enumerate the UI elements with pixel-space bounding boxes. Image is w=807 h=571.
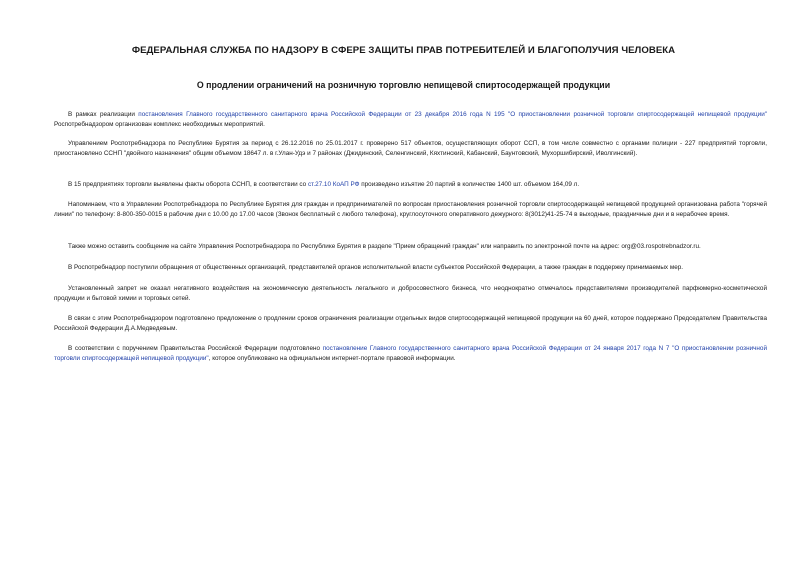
decree-195-link[interactable]: постановления Главного государственного санитарного врача Российской Федерации от 23 декабря 2016 года N 195 "О приостановлении розничной торговли спиртосодержащей непищевой продукции" [138,111,767,118]
document-title: О продлении ограничений на розничную торговлю непищевой спиртосодержащей продукции [196,80,611,90]
paragraph-text: Роспотребнадзором организован комплекс необходимых мероприятий. [54,121,265,128]
agency-heading: ФЕДЕРАЛЬНАЯ СЛУЖБА ПО НАДЗОРУ В СФЕРЕ ЗАЩИТЫ ПРАВ ПОТРЕБИТЕЛЕЙ И БЛАГОПОЛУЧИЯ ЧЕЛОВЕКА [131,45,676,56]
paragraph-3 [54,180,767,190]
paragraph-text: произведено изъятие 20 партий в количестве 1400 шт. объемом 164,09 л. [359,181,580,188]
paragraph-text: В 15 предприятиях торговли выявлены факты оборота ССНП, в соответствии со [68,181,308,188]
paragraph-text: В рамках реализации [68,111,139,118]
paragraph-text: , которое опубликовано на официальном интернет-портале правовой информации. [208,355,456,362]
paragraph-1 [54,110,767,130]
paragraph-text: В соответствии с поручением Правительства Российской Федерации подготовлено [68,345,323,352]
paragraph-9 [54,344,767,364]
koap-article-link[interactable]: ст.27.10 КоАП РФ [307,181,360,188]
paragraph-8: В связи с этим Роспотребнадзором подготовлено предложение о продлении сроков ограничения реализации отдельных видов спиртосодержащей непищевой продукции на 60 дней, которое поддержано Председателем Правительства Российской Федерации Д.А.Медведевым. [54,315,767,332]
decree-7-link[interactable]: постановление Главного государственного санитарного врача Российской Федерации от 24 января 2017 года N 7 "О приостановлении розничной торговли спиртосодержащей непищевой продукции" [54,345,767,362]
paragraph-6: В Роспотребнадзор поступили обращения от общественных организаций, представителей органов исполнительной власти субъектов Российской Федерации, а также граждан в поддержку принимаемых мер. [68,264,684,271]
paragraph-7: Установленный запрет не оказал негативного воздействия на экономическую деятельность легального и добросовестного бизнеса, что неоднократно отмечалось представителями производителей парфюмерно-косметической продукции и бытовой химии и торговых сетей. [54,285,767,302]
paragraph-4: Напоминаем, что в Управлении Роспотребнадзора по Республике Бурятия для граждан и предпринимателей по вопросам приостановления розничной торговли спиртосодержащей непищевой продукцией организована работа "горячей линии" по телефону: 8-800-350-0015 в рабочие дни с 10.00 до 17.00 часов (Звонок бесплатный с любого телефона), круглосуточного оперативного дежурного: 8(3012)41-25-74 в выходные, праздничные дни и в нерабочее время. [54,201,767,218]
paragraph-5: Также можно оставить сообщение на сайте Управления Роспотребнадзора по Республике Бурятия в разделе "Прием обращений граждан" или направить по электронной почте на адрес: org@03.rospotrebnadzor.ru. [68,243,701,250]
paragraph-2: Управлением Роспотребнадзора по Республике Бурятия за период с 26.12.2016 по 25.01.2017 г. проверено 517 объектов, осуществляющих оборот ССП, в том числе совместно с органами полиции - 227 предприятий торговли, приостановлено ССНП "двойного назначения" общим объемом 18647 л. в г.Улан-Удэ и 7 районах (Джидинский, Селенгинский, Кяхтинский, Кабанский, Баунтовский, Мухоршибирский, Иволгинский). [54,140,767,157]
